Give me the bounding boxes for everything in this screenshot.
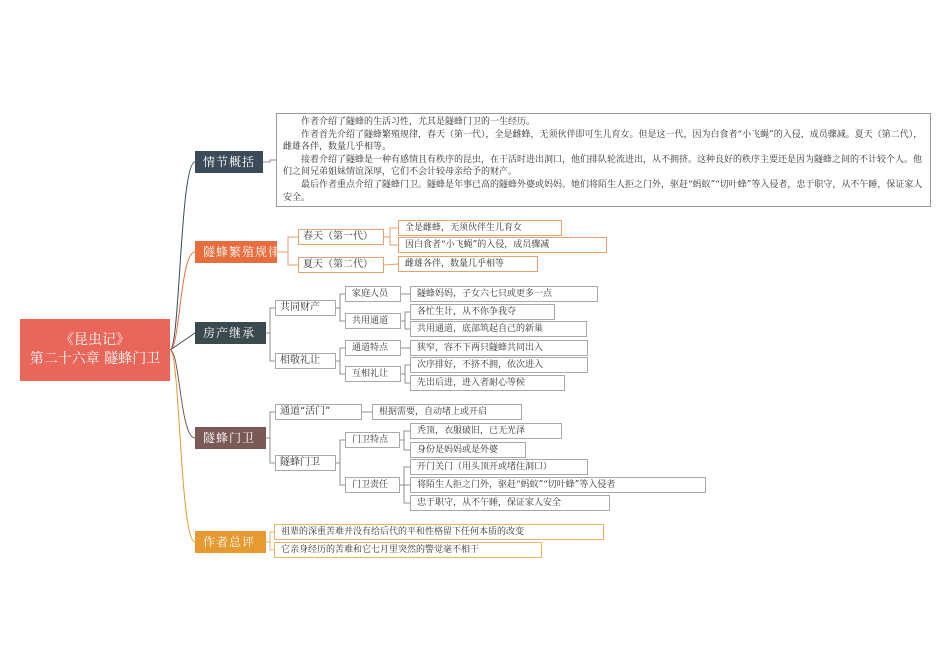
mutual-item[interactable]: 先出后进，进入者耐心等候 xyxy=(410,375,565,391)
section-plot[interactable]: 情节概括 xyxy=(195,151,263,173)
duty-item[interactable]: 将陌生人拒之门外，驱赶“蚂蚁”“切叶蜂”等入侵者 xyxy=(410,477,706,493)
keeper-traits[interactable]: 门卫特点 xyxy=(345,432,400,448)
breeding-summer[interactable]: 夏天（第二代） xyxy=(298,257,384,273)
keeper-duty[interactable]: 门卫责任 xyxy=(345,477,400,493)
duty-item[interactable]: 忠于职守，从不午睡，保证家人安全 xyxy=(410,495,610,511)
breeding-spring[interactable]: 春天（第一代） xyxy=(298,229,384,245)
traits-item[interactable]: 狭窄，容不下两只隧蜂共同出入 xyxy=(410,340,588,356)
channel-item[interactable]: 各忙生计，从不你争我夺 xyxy=(410,304,555,320)
spring-item[interactable]: 全是雌蜂，无须伙伴生儿育女 xyxy=(398,220,562,236)
connector-ktraits-item1 xyxy=(400,431,410,440)
section-review[interactable]: 作者总评 xyxy=(195,531,266,553)
root-subtitle: 第二十六章 隧蜂门卫 xyxy=(29,351,161,367)
connector-shared-family xyxy=(336,294,345,308)
plot-paragraph: 作者首先介绍了隧蜂繁殖规律，春天（第一代），全是雌蜂，无须伙伴即可生儿育女。但是这一代，因为白食者“小飞蝇”的入侵，成员骤减。夏天（第二代），雌雄各伴，数量几乎相等。 xyxy=(283,129,923,153)
channel-item[interactable]: 共用通道，底部筑起自己的新巢 xyxy=(410,321,587,337)
root-topic[interactable] xyxy=(20,319,170,381)
connector-keeper-traits xyxy=(336,440,345,463)
connector-spring-item1 xyxy=(384,228,398,237)
review-item[interactable]: 它亲身经历的苦难和它七月里突然的警觉毫不相干 xyxy=(274,542,542,558)
courtesy-mutual[interactable]: 互相礼让 xyxy=(345,366,401,382)
duty-item[interactable]: 开门关门（用头顶开或堵住洞口） xyxy=(410,459,588,475)
connector-root-plot xyxy=(170,162,195,350)
root-title: 《昆虫记》 xyxy=(60,332,130,348)
ktraits-item[interactable]: 秃顶，衣服破旧，已无光泽 xyxy=(410,423,562,439)
connector-review-item1 xyxy=(266,532,274,542)
shared-family[interactable]: 家庭人员 xyxy=(345,286,401,302)
section-breeding[interactable]: 隧蜂繁殖规律 xyxy=(195,241,277,263)
inherit-courtesy[interactable]: 相敬礼让 xyxy=(275,353,336,369)
connector-summer-item1 xyxy=(384,264,398,265)
shared-channel[interactable]: 共用通道 xyxy=(345,313,401,329)
guard-keeper[interactable]: 隧蜂门卫 xyxy=(275,455,336,471)
plot-paragraph: 作者介绍了隧蜂的生活习性，尤其是隧蜂门卫的一生经历。 xyxy=(301,117,536,127)
plot-summary-box[interactable] xyxy=(276,113,931,207)
connector-mutual-item1 xyxy=(401,365,410,374)
connector-root-review xyxy=(170,350,195,542)
connector-channel-item1 xyxy=(401,312,410,321)
ktraits-item[interactable]: 身份是妈妈或是外婆 xyxy=(410,442,526,458)
summer-item[interactable]: 雌雄各伴，数量几乎相等 xyxy=(398,256,538,272)
connector-breeding-summer xyxy=(288,252,298,265)
spring-item[interactable]: 因白食者“小飞蝇”的入侵，成员骤减 xyxy=(398,237,607,253)
connector-plot-para xyxy=(263,160,276,162)
guard-door[interactable]: 通道“活门” xyxy=(275,404,362,420)
plot-paragraph: 接着介绍了隧蜂是一种有感情且有秩序的昆虫，在干活时进出洞口，他们排队轮流进出，从不拥挤。这种良好的秩序主要还是因为隧蜂之间的不计较个人。他们之间兄弟姐妹情谊深厚，它们不会计较母亲给予的财产。 xyxy=(283,154,923,178)
section-inherit[interactable]: 房产继承 xyxy=(195,322,266,344)
family-item[interactable]: 隧蜂妈妈，子女六七只或更多一点 xyxy=(410,286,598,302)
section-guard[interactable]: 隧蜂门卫 xyxy=(195,427,266,449)
plot-paragraph: 最后作者重点介绍了隧蜂门卫。隧蜂是年事已高的隧蜂外婆或妈妈。她们将陌生人拒之门外，驱赶“蚂蚁”“切叶蜂”等入侵者，忠于职守，从不午睡，保证家人安全。 xyxy=(283,179,923,203)
connector-duty-item1 xyxy=(400,467,410,485)
connector-inherit-shared xyxy=(266,308,275,333)
review-item[interactable]: 祖辈的深重苦难并没有给后代的平和性格留下任何本质的改变 xyxy=(274,524,604,540)
connector-spring-item2 xyxy=(390,237,398,245)
courtesy-traits[interactable]: 通道特点 xyxy=(345,340,401,356)
mutual-item[interactable]: 次序排好，不挤不拥，依次进入 xyxy=(410,357,588,373)
connector-courtesy-traits xyxy=(336,348,345,361)
inherit-shared[interactable]: 共同财产 xyxy=(275,300,336,316)
door-item[interactable]: 根据需要，自动堵上或开启 xyxy=(372,404,522,420)
connector-guard-door xyxy=(266,412,275,438)
